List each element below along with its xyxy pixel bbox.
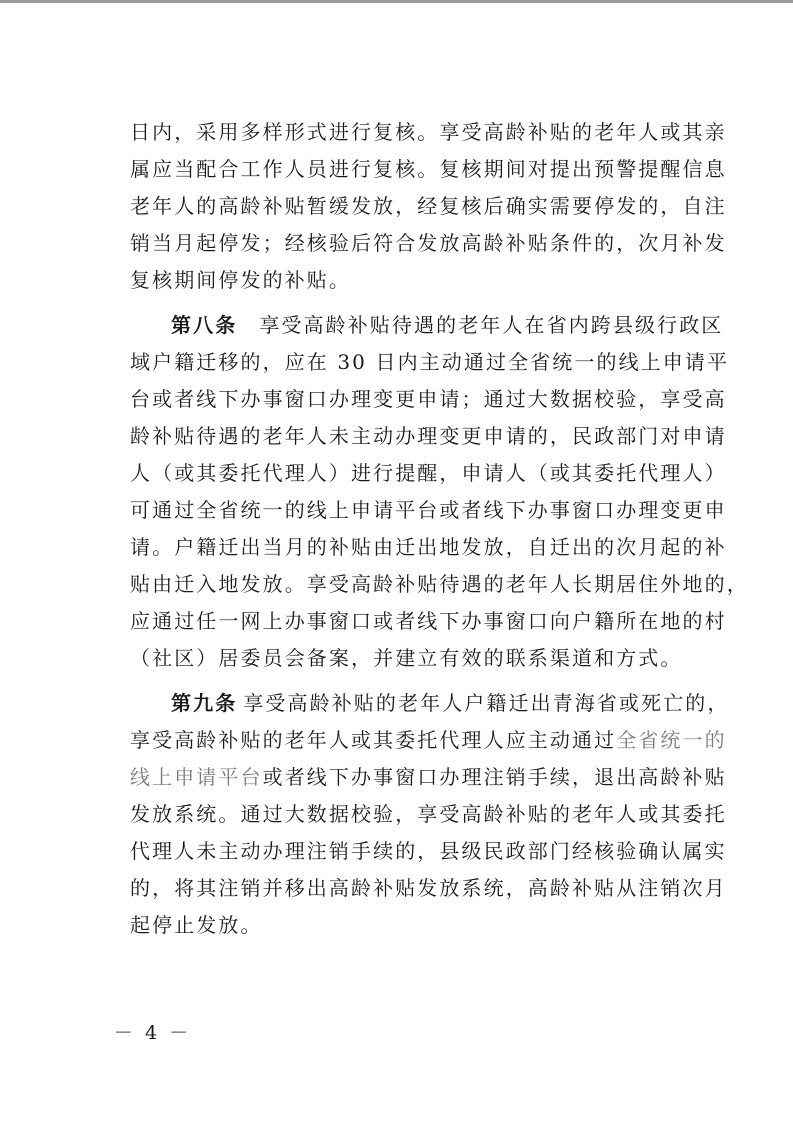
document-body [130,114,749,944]
text-segment: 享受高龄补贴的老年人户籍迁出青海省或死亡的， [243,691,730,715]
article-number: 第八条 [171,313,238,337]
text-line: 请。户籍迁出当月的补贴由迁出地发放，自迁出的次月起的补 [130,535,727,559]
text-line: 台或者线下办事窗口办理变更申请；通过大数据校验，享受高 [130,387,727,411]
article-8 [130,307,749,677]
top-border-line [0,0,793,3]
paragraph-continuation [130,114,730,299]
text-line: 的，将其注销并移出高龄补贴发放系统，高龄补贴从注销次月 [130,876,727,900]
text-line: 代理人未主动办理注销手续的，县级民政部门经核验确认属实 [130,839,727,863]
text-segment: 享受高龄补贴的老年人或其委托代理人应主动通过 [130,728,617,752]
text-line: 人（或其委托代理人）进行提醒，申请人（或其委托代理人） [130,461,727,485]
text-line: 贴由迁入地发放。享受高龄补贴待遇的老年人长期居住外地的， [130,572,749,596]
text-line: 应通过任一网上办事窗口或者线下办事窗口向户籍所在地的村 [130,609,727,633]
text-line [130,307,730,344]
text-line: 可通过全省统一的线上申请平台或者线下办事窗口办理变更申 [130,498,727,522]
article-9 [130,685,730,944]
text-line: 域户籍迁移的，应在 30 日内主动通过全省统一的线上申请平 [130,350,730,374]
text-segment: 享受高龄补贴待遇的老年人在省内跨县级行政区 [259,313,724,337]
text-line: 起停止发放。 [130,913,263,937]
text-line [130,722,730,759]
text-line [130,685,730,722]
platform-text-faded: 线上申请平台 [130,765,263,789]
text-line: 属应当配合工作人员进行复核。复核期间对提出预警提醒信息 [130,157,727,181]
text-line [130,759,730,796]
text-line: 龄补贴待遇的老年人未主动办理变更申请的，民政部门对申请 [130,424,727,448]
platform-text-faded: 全省统一的 [616,728,727,752]
text-line: 日内，采用多样形式进行复核。享受高龄补贴的老年人或其亲 [130,120,727,144]
text-line: 发放系统。通过大数据校验，享受高龄补贴的老年人或其委托 [130,802,727,826]
text-line: 复核期间停发的补贴。 [130,268,351,292]
text-segment: 或者线下办事窗口办理注销手续，退出高龄补贴 [262,765,727,789]
text-line: 老年人的高龄补贴暂缓发放，经复核后确实需要停发的，自注 [130,194,727,218]
text-line: 销当月起停发；经核验后符合发放高龄补贴条件的，次月补发 [130,231,727,255]
text-line: （社区）居委员会备案，并建立有效的联系渠道和方式。 [130,646,683,670]
article-number: 第九条 [171,691,238,715]
page-number: － 4 － [113,1022,192,1044]
